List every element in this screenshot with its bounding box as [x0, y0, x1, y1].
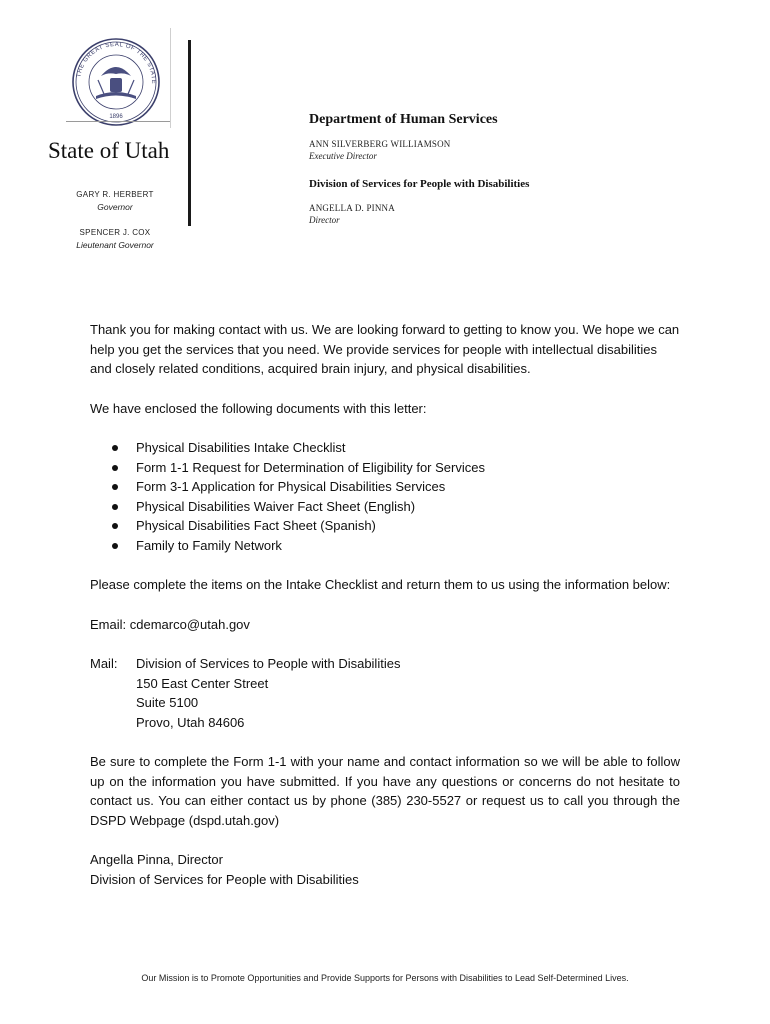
bullet-icon	[112, 543, 118, 549]
address-line: Provo, Utah 84606	[136, 714, 245, 730]
bullet-icon	[112, 504, 118, 510]
mail-label: Mail:	[90, 656, 118, 671]
governor-block	[60, 190, 170, 212]
letterhead-divider	[188, 40, 191, 226]
bullet-icon	[112, 523, 118, 529]
lt-governor-block	[60, 228, 170, 250]
document-item: Form 3-1 Application for Physical Disabilities Services	[136, 479, 446, 494]
mail-row	[90, 654, 680, 732]
email-address[interactable]: cdemarco@utah.gov	[129, 616, 250, 632]
address-line: Division of Services to People with Disabilities	[136, 656, 401, 671]
document-list	[90, 438, 680, 555]
bullet-icon	[112, 484, 118, 490]
governor-name: GARY R. HERBERT	[76, 190, 154, 199]
list-item	[90, 458, 680, 478]
document-item: Physical Disabilities Intake Checklist	[136, 440, 346, 455]
governor-title: Governor	[97, 202, 133, 212]
document-item: Family to Family Network	[136, 537, 282, 553]
signature-division: Division of Services for People with Disabilities	[90, 871, 359, 887]
director-title: Director	[309, 215, 340, 225]
executive-director-title: Executive Director	[309, 151, 377, 161]
state-seal	[66, 36, 166, 126]
email-row	[90, 615, 680, 635]
lt-governor-name: SPENCER J. COX	[79, 228, 151, 237]
closing-paragraph: Be sure to complete the Form 1-1 with your name and contact information so we will be able to follow up on the information you have submitted. If you have any questions or concerns do not hesitate to contact us. You can either contact us by phone (385) 230-5527 or request us to call you through the DSPD Webpage (dspd.utah.gov)	[90, 754, 680, 828]
email-label: Email:	[90, 616, 127, 632]
state-title: State of Utah	[48, 138, 170, 163]
director-name: ANGELLA D. PINNA	[309, 203, 395, 213]
document-item: Physical Disabilities Fact Sheet (Spanish)	[136, 518, 376, 533]
executive-director-name: ANN SILVERBERG WILLIAMSON	[309, 139, 451, 149]
mail-address	[136, 654, 400, 732]
bullet-icon	[112, 445, 118, 451]
instructions-paragraph: Please complete the items on the Intake Checklist and return them to us using the information below:	[90, 577, 671, 592]
list-item	[90, 477, 680, 497]
signature-name: Angella Pinna, Director	[90, 852, 223, 867]
division-name: Division of Services for People with Disabilities	[309, 178, 530, 190]
list-item	[90, 516, 680, 536]
list-item	[90, 497, 680, 517]
address-line: Suite 5100	[136, 695, 199, 710]
lt-governor-title: Lieutenant Governor	[76, 240, 154, 250]
seal-year: 1896	[109, 114, 123, 120]
mission-statement: Our Mission is to Promote Opportunities and Provide Supports for Persons with Disabilities to Lead Self-Determined Lives.	[141, 973, 629, 983]
department-block	[309, 112, 529, 225]
seal-underline	[66, 121, 170, 122]
enclosed-intro: We have enclosed the following documents with this letter:	[90, 400, 427, 416]
document-item: Physical Disabilities Waiver Fact Sheet (English)	[136, 498, 416, 514]
letterhead-thin-divider	[170, 28, 171, 128]
intro-paragraph: Thank you for making contact with us. We are looking forward to getting to know you. We hope we can help you get the services that you need. We provide services for people with intellectual disabilities and closely related conditions, acquired brain injury, and physical disabilities.	[90, 322, 680, 376]
address-line: 150 East Center Street	[136, 675, 269, 691]
list-item	[90, 536, 680, 556]
letter-body	[90, 320, 680, 889]
bullet-icon	[112, 465, 118, 471]
document-item: Form 1-1 Request for Determination of Eligibility for Services	[136, 459, 485, 475]
department-name: Department of Human Services	[309, 112, 498, 127]
list-item	[90, 438, 680, 458]
seal-lettering: THE GREAT SEAL OF THE STATE	[76, 41, 157, 85]
